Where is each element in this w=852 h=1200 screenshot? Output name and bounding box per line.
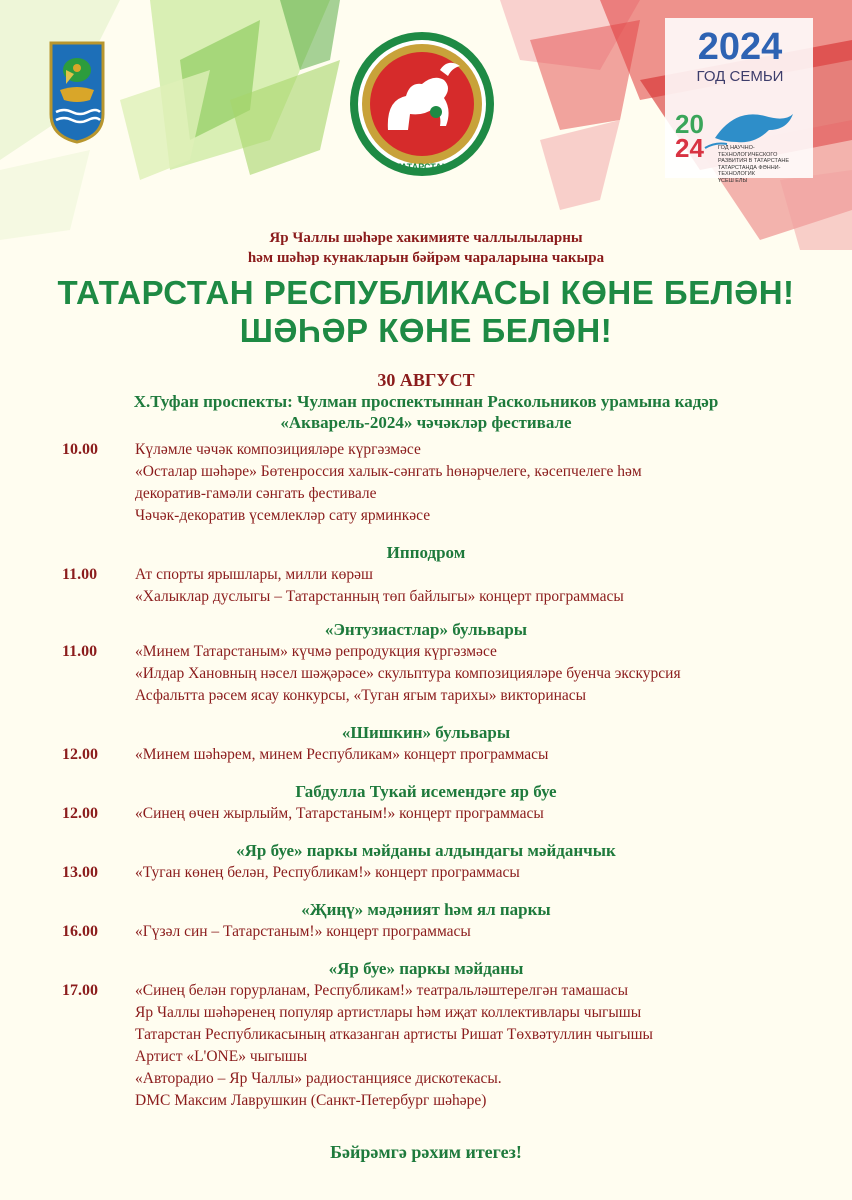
event-time: 11.00 xyxy=(62,643,98,660)
city-coat-of-arms-icon xyxy=(48,40,106,144)
headline-line-1: ТАТАРСТАН РЕСПУБЛИКАСЫ КӨНЕ БЕЛӘН! xyxy=(57,274,795,311)
tech-year-top: 20 xyxy=(675,109,704,139)
event-date: 30 АВГУСТ xyxy=(377,370,475,390)
venue-title: Габдулла Тукай исемендәге яр буе xyxy=(295,782,557,801)
event-line: «Осталар шәһәре» Бөтенроссия халык-сәнгать һөнәрчелеге, кәсепчелеге һәм xyxy=(135,463,642,480)
event-time: 17.00 xyxy=(62,982,98,999)
seal-text xyxy=(396,162,448,172)
event-line: «Минем шәһәрем, минем Республикам» концерт программасы xyxy=(135,746,549,763)
invitation-line-1: Яр Чаллы шәһәре хакимияте чаллылыларны xyxy=(269,230,583,246)
tech-year-caption: ГОД НАУЧНО-ТЕХНОЛОГИЧЕСКОГО РАЗВИТИЯ В ТАТАРСТАНЕ ТАТАРСТАНДА ФӘННИ-ТЕХНОЛОГИК ҮСЕШ ЕЛЫ xyxy=(718,145,790,184)
event-line: Артист «L'ONE» чыгышы xyxy=(135,1048,308,1065)
invitation-line-2: һәм шәһәр кунакларын бәйрәм чараларына чакыра xyxy=(247,250,605,266)
event-line: Ат спорты ярышлары, милли көрәш xyxy=(135,566,373,583)
event-time: 13.00 xyxy=(62,864,98,881)
event-line: «Халыклар дуслыгы – Татарстанның төп байлыгы» концерт программасы xyxy=(135,588,624,605)
event-line: «Синең белән горурланам, Республикам!» театральләштерелгән тамашасы xyxy=(135,982,629,999)
event-line: «Авторадио – Яр Чаллы» радиостанциясе дискотекасы. xyxy=(135,1070,502,1087)
event-time: 10.00 xyxy=(62,441,98,458)
closing-greeting: Бәйрәмгә рәхим итегез! xyxy=(330,1142,522,1162)
event-time: 12.00 xyxy=(62,805,98,822)
venue-title: «Яр буе» паркы мәйданы алдындагы мәйданчык xyxy=(236,841,616,860)
venue-title: «Шишкин» бульвары xyxy=(341,723,511,742)
event-line: «Гүзәл син – Татарстаным!» концерт программасы xyxy=(135,923,471,940)
event-line: Татарстан Республикасының атказанган артисты Ришат Төхвәтуллин чыгышы xyxy=(135,1026,653,1043)
event-line: DMC Максим Лаврушкин (Санкт-Петербург шәһәре) xyxy=(135,1092,487,1109)
tatarstan-emblem-icon xyxy=(348,30,496,178)
event-line: «Минем Татарстаным» күчмә репродукция күргәзмәсе xyxy=(135,643,497,660)
tech-year-bottom: 24 xyxy=(675,133,704,163)
event-line: Яр Чаллы шәһәренең популяр артистлары һәм иҗат коллективлары чыгышы xyxy=(135,1004,642,1021)
tech-year-number xyxy=(675,109,721,163)
event-line: «Туган көнең белән, Республикам!» концерт программасы xyxy=(135,864,520,881)
venue-title: «Җиңү» мәдәният һәм ял паркы xyxy=(301,900,551,919)
event-line: Күләмле чәчәк композицияләре күргәзмәсе xyxy=(135,441,421,458)
venue-title: «Акварель-2024» чәчәкләр фестивале xyxy=(280,413,572,432)
venue-title: Х.Туфан проспекты: Чулман проспектыннан Раскольников урамына кадәр xyxy=(133,392,719,411)
event-line: Асфальтта рәсем ясау конкурсы, «Туган ягым тарихы» викторинасы xyxy=(135,687,587,704)
year-of-family-year: 2024 xyxy=(697,26,783,68)
event-time: 12.00 xyxy=(62,746,98,763)
headline-line-2: ШӘҺӘР КӨНЕ БЕЛӘН! xyxy=(239,312,613,349)
event-time: 11.00 xyxy=(62,566,98,583)
year-of-family-badge xyxy=(690,28,790,85)
event-line: Чәчәк-декоратив үсемлекләр сату ярминкәсе xyxy=(135,507,431,524)
event-time: 16.00 xyxy=(62,923,98,940)
svg-text:ТАТАРСТАН: ТАТАРСТАН xyxy=(395,162,449,172)
venue-title: «Яр буе» паркы мәйданы xyxy=(328,959,524,978)
venue-title: «Энтузиастлар» бульвары xyxy=(324,620,528,639)
event-line: «Синең өчен жырлыйм, Татарстаным!» концерт программасы xyxy=(135,805,544,822)
venue-title: Ипподром xyxy=(386,543,466,562)
event-line: «Илдар Хановның нәсел шәҗәрәсе» скульптура композицияләре буенча экскурсия xyxy=(135,665,681,682)
event-line: декоратив-гамәли сәнгать фестивале xyxy=(135,485,377,502)
year-of-family-label: ГОД СЕМЬИ xyxy=(696,68,784,85)
